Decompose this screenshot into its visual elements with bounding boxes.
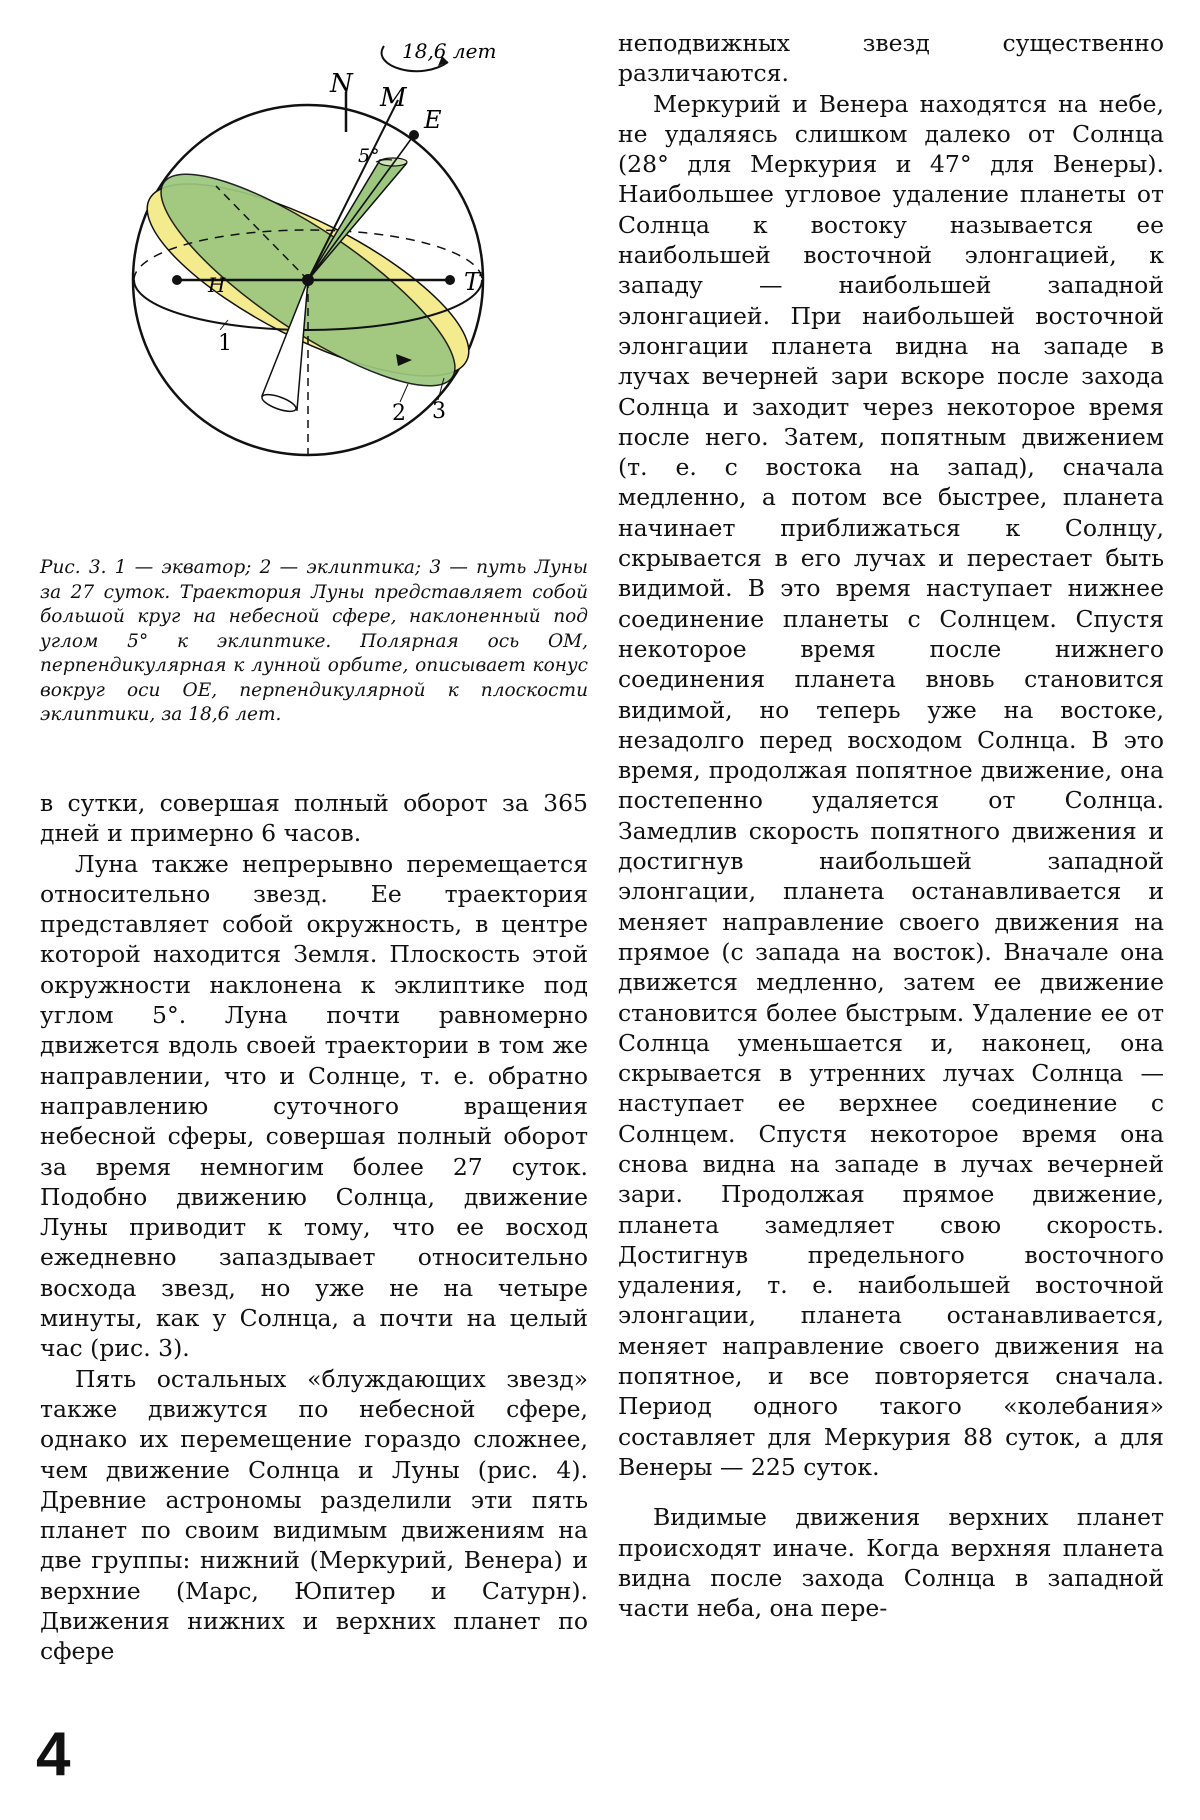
right-paragraph-3: Видимые движения верхних планет происходят иначе. Когда верхняя планета видна после захода Солнца в западной части неба, она пере- [618,1503,1164,1623]
right-paragraph-2: Меркурий и Венера находятся на небе, не удаляясь слишком далеко от Солнца (28° для Меркурия и 47° для Венеры). Наибольшее угловое удаление планеты от Солнца к востоку называется ее наибольшей восточной элонгацией, к западу — наибольшей западной элонгацией. При наибольшей восточной элонгации планета видна на западе в лучах вечерней зари вскоре после захода Солнца и заходит через некоторое время после него. Затем, попятным движением (т. е. с востока на запад), сначала медленно, а потом все быстрее, планета начинает приближаться к Солнцу, скрывается в его лучах и перестает быть видимой. В это время наступает нижнее соединение планеты с Солнцем. Спустя некоторое время после нижнего соединения планета вновь становится видимой, но теперь уже на востоке, незадолго перед восходом Солнца. В это время, продолжая попятное движение, она постепенно удаляется от Солнца. Замедлив скорость попятного движения и достигнув наибольшей западной элонгации, планета останавливается и меняет направление своего движения на прямое (с запада на восток). Вначале она движется медленно, затем ее движение становится более быстрым. Удаление ее от Солнца уменьшается и, наконец, она скрывается в утренних лучах Солнца — наступает ее верхнее соединение с Солнцем. Спустя некоторое время она снова видна на западе в лучах вечерней зари. Продолжая прямое движение, планета замедляет свою скорость. Достигнув предельного восточного удаления, т. е. наибольшей восточной элонгации, планета останавливается, меняет направление своего движения на попятное, и все повторяется сначала. Период одного такого «колебания» составляет для Меркурия 88 суток, а для Венеры — 225 суток. [618,89,1164,1481]
left-paragraph-2: Луна также непрерывно перемещается относительно звезд. Ее траектория представляет собой окружность, в центре которой находится Земля. Плоскость этой окружности наклонена к эклиптике под углом 5°. Луна почти равномерно движется вдоль своей траектории в том же направлении, что и Солнце, т. е. обратно направлению суточного вращения небесной сферы, совершая полный оборот за время немногим более 27 суток. Подобно движению Солнца, движение Луны приводит к тому, что ее восход ежедневно запаздывает относительно восхода звезд, но уже не на четыре минуты, как у Солнца, а почти на целый час (рис. 3). [40,849,588,1363]
label-e: E [424,106,442,134]
label-n: N [330,69,353,99]
node-t-dot [445,275,455,285]
figure-caption: Рис. 3. 1 — экватор; 2 — эклиптика; 3 — путь Луны за 27 суток. Траектория Луны представляет собой большой круг на небесной сфере, наклоненный под углом 5° к эклиптике. Полярная ось OM, перпендикулярная к лунной орбите, описывает конус вокруг оси OE, перпендикулярной к плоскости эклиптики, за 18,6 лет. [40,557,588,725]
center-o [302,274,314,286]
right-paragraph-1: неподвижных звезд существенно различаются. [618,29,1164,88]
leader-2 [400,384,408,402]
label-m: M [380,83,407,113]
right-column [618,28,1164,1623]
label-h: H [208,273,226,297]
label-period: 18,6 лет [402,39,497,63]
left-column [40,0,588,1666]
left-body-text [40,788,588,1667]
label-ecliptic-number: 2 [392,401,406,426]
figure-celestial-sphere [40,0,588,545]
label-angle: 5° [358,145,380,167]
page-number: 4 [36,1720,71,1789]
celestial-sphere-diagram [40,0,588,545]
label-equator-number: 1 [218,331,232,356]
node-h-dot [172,275,182,285]
left-paragraph-3: Пять остальных «блуждающих звезд» также движутся по небесной сфере, однако их перемещение гораздо сложнее, чем движение Солнца и Луны (рис. 4). Древние астрономы разделили эти пять планет по своим видимым движениям на две группы: нижний (Меркурий, Венера) и верхние (Марс, Юпитер и Сатурн). Движения нижних и верхних планет по сфере [40,1364,588,1666]
label-t: T [464,268,481,296]
label-moon-path-number: 3 [432,399,446,424]
left-paragraph-1: в сутки, совершая полный оборот за 365 дней и примерно 6 часов. [40,789,588,848]
